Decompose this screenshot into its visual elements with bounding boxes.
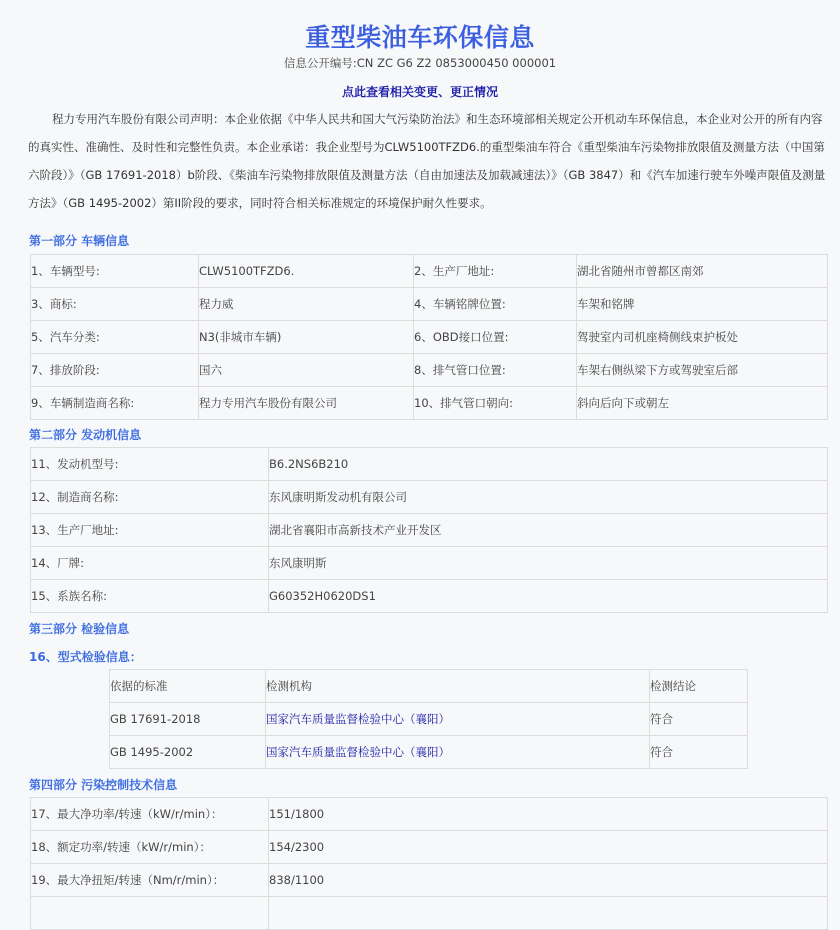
field-label: 8、排气管口位置: [414,354,577,387]
field-value [269,897,828,930]
field-label: 10、排气管口朝向: [414,387,577,420]
table-row [31,547,828,580]
table-row [31,580,828,613]
field-value: 湖北省随州市曾都区南郊 [577,255,828,288]
field-value: 车架右侧纵梁下方或驾驶室后部 [577,354,828,387]
table-row [31,864,828,897]
field-value: N3(非城市车辆) [199,321,414,354]
field-label: 7、排放阶段: [31,354,199,387]
table-row [31,387,828,420]
field-label: 4、车辆铭牌位置: [414,288,577,321]
field-label: 5、汽车分类: [31,321,199,354]
field-label: 12、制造商名称: [31,481,269,514]
change-history-link[interactable]: 点此查看相关变更、更正情况 [341,85,498,99]
standard: GB 1495-2002 [110,736,266,769]
field-label: 2、生产厂地址: [414,255,577,288]
inspection-table [109,669,748,769]
table-row [31,798,828,831]
table-row [31,288,828,321]
column-header: 检测机构 [266,670,650,703]
column-header: 依据的标准 [110,670,266,703]
table-row [31,448,828,481]
field-label: 14、厂牌: [31,547,269,580]
info-number: 信息公开编号:CN ZC G6 Z2 0853000450 000001 [283,56,557,70]
conclusion: 符合 [650,736,748,769]
field-value: 838/1100 [269,864,828,897]
field-label: 6、OBD接口位置: [414,321,577,354]
section-engine-info: 第二部分 发动机信息 [29,428,142,442]
testing-agency-link[interactable]: 国家汽车质量监督检验中心（襄阳） [266,703,650,736]
section-vehicle-info: 第一部分 车辆信息 [29,234,130,248]
field-value: B6.2NS6B210 [269,448,828,481]
page-title: 重型柴油车环保信息 [305,23,535,52]
pollution-control-table [30,797,828,930]
table-row [31,831,828,864]
field-value: 东风康明斯 [269,547,828,580]
field-label: 11、发动机型号: [31,448,269,481]
field-label: 18、额定功率/转速（kW/r/min）： [31,831,269,864]
table-row [31,321,828,354]
table-row [31,481,828,514]
section-inspection-info: 第三部分 检验信息 [29,622,130,636]
table-header-row [110,670,748,703]
testing-agency-link[interactable]: 国家汽车质量监督检验中心（襄阳） [266,736,650,769]
field-value: CLW5100TFZD6. [199,255,414,288]
field-value: 国六 [199,354,414,387]
standard: GB 17691-2018 [110,703,266,736]
field-value: 斜向后向下或朝左 [577,387,828,420]
field-value: G60352H0620DS1 [269,580,828,613]
field-label: 15、系族名称: [31,580,269,613]
field-label: 13、生产厂地址: [31,514,269,547]
field-value: 驾驶室内司机座椅侧线束护板处 [577,321,828,354]
field-label: 17、最大净功率/转速（kW/r/min）： [31,798,269,831]
field-label: 3、商标: [31,288,199,321]
table-row [31,255,828,288]
field-label: 19、最大净扭矩/转速（Nm/r/min）： [31,864,269,897]
field-value: 车架和铭牌 [577,288,828,321]
field-value: 湖北省襄阳市高新技术产业开发区 [269,514,828,547]
type-inspection-heading: 16、型式检验信息： [29,650,142,664]
table-row [31,897,828,930]
field-value: 151/1800 [269,798,828,831]
field-value: 154/2300 [269,831,828,864]
field-value: 东风康明斯发动机有限公司 [269,481,828,514]
conclusion: 符合 [650,703,748,736]
table-row [31,514,828,547]
field-value: 程力威 [199,288,414,321]
vehicle-info-table [30,254,828,420]
field-label: 9、车辆制造商名称: [31,387,199,420]
table-row [31,354,828,387]
declaration-text: 程力专用汽车股份有限公司声明：本企业依据《中华人民共和国大气污染防治法》和生态环境部相关规定公开机动车环保信息，本企业对公开的所有内容的真实性、准确性、及时性和完整性负责。本企业承诺：我企业型号为CLW5100TFZD6.的重型柴油车符合《重型柴油车污染物排放限值及测量方法（中国第六阶段）》（GB 17691-2018）b阶段、《柴油车污染物排放限值及测量方法（自由加速法及加载减速法）》（GB 3847）和《汽车加速行驶车外噪声限值及测量方法》（GB 1495-2002）第II阶段的要求，同时符合相关标准规定的环境保护耐久性要求。 [28,112,826,210]
table-row [110,703,748,736]
section-pollution-control: 第四部分 污染控制技术信息 [29,778,178,792]
field-label [31,897,269,930]
field-value: 程力专用汽车股份有限公司 [199,387,414,420]
table-row [110,736,748,769]
engine-info-table [30,447,828,613]
field-label: 1、车辆型号: [31,255,199,288]
column-header: 检测结论 [650,670,748,703]
